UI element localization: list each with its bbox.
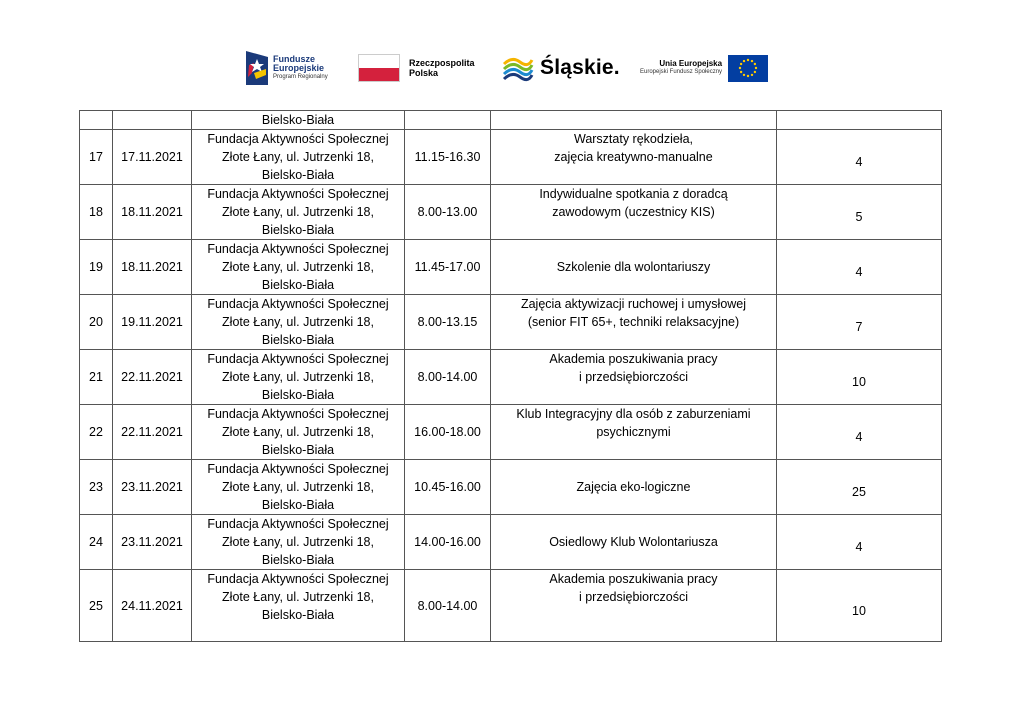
location-line1: Fundacja Aktywności Społecznej xyxy=(207,187,389,201)
location-line2: Złote Łany, ul. Jutrzenki 18, xyxy=(222,150,374,164)
location-line2: Złote Łany, ul. Jutrzenki 18, xyxy=(222,590,374,604)
table-row xyxy=(80,350,942,405)
row-number: 25 xyxy=(80,570,113,642)
continued-location: Bielsko-Biała xyxy=(192,111,405,130)
eu-flag-icon xyxy=(728,55,768,82)
row-count xyxy=(777,515,942,570)
fe-star-icon xyxy=(246,51,268,85)
row-number: 19 xyxy=(80,240,113,295)
location-line2: Złote Łany, ul. Jutrzenki 18, xyxy=(222,205,374,219)
slaskie-waves-icon xyxy=(502,54,534,82)
table-row xyxy=(80,460,942,515)
location-line2: Złote Łany, ul. Jutrzenki 18, xyxy=(222,480,374,494)
activity-line2: i przedsiębiorczości xyxy=(578,590,689,604)
row-activity xyxy=(491,350,777,405)
polish-flag-icon xyxy=(358,54,400,82)
location-line1: Fundacja Aktywności Społecznej xyxy=(207,572,389,586)
activity-line1: Zajęcia aktywizacji ruchowej i umysłowej xyxy=(520,297,747,311)
participant-count: 4 xyxy=(855,430,863,444)
row-activity xyxy=(491,405,777,460)
participant-count: 25 xyxy=(852,485,866,499)
table-row xyxy=(80,185,942,240)
row-location xyxy=(192,130,405,185)
row-date: 23.11.2021 xyxy=(113,515,192,570)
row-number: 20 xyxy=(80,295,113,350)
row-count xyxy=(777,570,942,642)
participant-count: 10 xyxy=(852,375,866,389)
row-time: 11.15-16.30 xyxy=(405,130,491,185)
location-line1: Fundacja Aktywności Społecznej xyxy=(207,517,389,531)
schedule-table xyxy=(79,110,942,642)
row-date: 22.11.2021 xyxy=(113,350,192,405)
row-location xyxy=(192,185,405,240)
participant-count: 4 xyxy=(855,265,863,279)
participant-count: 7 xyxy=(855,320,863,334)
row-date: 18.11.2021 xyxy=(113,240,192,295)
location-line2: Złote Łany, ul. Jutrzenki 18, xyxy=(222,315,374,329)
location-line1: Fundacja Aktywności Społecznej xyxy=(207,352,389,366)
rp-line1: Rzeczpospolita xyxy=(409,58,475,68)
row-time: 11.45-17.00 xyxy=(405,240,491,295)
row-time: 14.00-16.00 xyxy=(405,515,491,570)
row-location xyxy=(192,405,405,460)
location-line2: Złote Łany, ul. Jutrzenki 18, xyxy=(222,260,374,274)
row-count xyxy=(777,460,942,515)
activity-line1: Warsztaty rękodzieła, xyxy=(573,132,694,146)
row-time: 8.00-13.00 xyxy=(405,185,491,240)
fundusze-europejskie-logo xyxy=(246,48,328,88)
activity-line2: zajęcia kreatywno-manualne xyxy=(554,150,713,164)
activity-line1: Akademia poszukiwania pracy xyxy=(549,572,718,586)
logo-bar xyxy=(0,48,1024,88)
row-number: 23 xyxy=(80,460,113,515)
activity-line1: Zajęcia eko-logiczne xyxy=(576,480,691,494)
participant-count: 4 xyxy=(855,155,863,169)
rzeczpospolita-polska-logo xyxy=(358,48,475,88)
activity-line1: Klub Integracyjny dla osób z zaburzeniami xyxy=(516,407,751,421)
row-number: 18 xyxy=(80,185,113,240)
location-line1: Fundacja Aktywności Społecznej xyxy=(207,462,389,476)
row-count xyxy=(777,185,942,240)
row-time: 8.00-14.00 xyxy=(405,350,491,405)
row-time: 8.00-13.15 xyxy=(405,295,491,350)
activity-line2: (senior FIT 65+, techniki relaksacyjne) xyxy=(527,315,740,329)
unia-europejska-logo xyxy=(640,48,768,88)
row-count xyxy=(777,240,942,295)
fe-line2: Europejskie xyxy=(273,62,325,73)
participant-count: 4 xyxy=(855,540,863,554)
location-line3: Bielsko-Biała xyxy=(261,223,335,237)
row-location xyxy=(192,460,405,515)
row-date: 24.11.2021 xyxy=(113,570,192,642)
row-location xyxy=(192,570,405,642)
activity-line2: i przedsiębiorczości xyxy=(578,370,689,384)
row-activity xyxy=(491,570,777,642)
location-line3: Bielsko-Biała xyxy=(261,553,335,567)
activity-line1: Osiedlowy Klub Wolontariusza xyxy=(549,535,718,549)
location-line3: Bielsko-Biała xyxy=(261,498,335,512)
table-row xyxy=(80,405,942,460)
row-time: 16.00-18.00 xyxy=(405,405,491,460)
location-line3: Bielsko-Biała xyxy=(261,608,335,622)
row-number: 21 xyxy=(80,350,113,405)
table-row xyxy=(80,295,942,350)
location-line2: Złote Łany, ul. Jutrzenki 18, xyxy=(222,425,374,439)
location-line2: Złote Łany, ul. Jutrzenki 18, xyxy=(222,370,374,384)
participant-count: 5 xyxy=(855,210,863,224)
table-row xyxy=(80,240,942,295)
ue-line1: Unia Europejska xyxy=(659,59,723,68)
row-location xyxy=(192,515,405,570)
activity-line1: Akademia poszukiwania pracy xyxy=(549,352,718,366)
row-location xyxy=(192,295,405,350)
activity-line2: psychicznymi xyxy=(596,425,671,439)
slaskie-logo xyxy=(502,48,620,88)
row-number: 24 xyxy=(80,515,113,570)
location-line1: Fundacja Aktywności Społecznej xyxy=(207,132,389,146)
location-line1: Fundacja Aktywności Społecznej xyxy=(207,407,389,421)
row-activity xyxy=(491,240,777,295)
location-line2: Złote Łany, ul. Jutrzenki 18, xyxy=(222,535,374,549)
rp-line2: Polska xyxy=(409,68,439,78)
location-line3: Bielsko-Biała xyxy=(261,333,335,347)
activity-line2: zawodowym (uczestnicy KIS) xyxy=(552,205,715,219)
fe-line1: Fundusze xyxy=(273,53,315,64)
row-time: 10.45-16.00 xyxy=(405,460,491,515)
row-count xyxy=(777,405,942,460)
fe-line3: Program Regionalny xyxy=(273,73,328,80)
slaskie-text: Śląskie. xyxy=(540,56,620,79)
location-line3: Bielsko-Biała xyxy=(261,388,335,402)
row-date: 17.11.2021 xyxy=(113,130,192,185)
table-row xyxy=(80,570,942,642)
row-activity xyxy=(491,130,777,185)
ue-line2: Europejski Fundusz Społeczny xyxy=(640,69,723,75)
location-line3: Bielsko-Biała xyxy=(261,168,335,182)
continued-row xyxy=(80,111,942,130)
location-line1: Fundacja Aktywności Społecznej xyxy=(207,297,389,311)
row-location xyxy=(192,240,405,295)
location-line3: Bielsko-Biała xyxy=(261,443,335,457)
row-count xyxy=(777,350,942,405)
activity-line1: Indywidualne spotkania z doradcą xyxy=(539,187,728,201)
table-row xyxy=(80,130,942,185)
row-activity xyxy=(491,295,777,350)
row-activity xyxy=(491,185,777,240)
row-activity xyxy=(491,515,777,570)
row-location xyxy=(192,350,405,405)
location-line1: Fundacja Aktywności Społecznej xyxy=(207,242,389,256)
row-date: 23.11.2021 xyxy=(113,460,192,515)
row-time: 8.00-14.00 xyxy=(405,570,491,642)
activity-line1: Szkolenie dla wolontariuszy xyxy=(556,260,711,274)
table-row xyxy=(80,515,942,570)
row-date: 18.11.2021 xyxy=(113,185,192,240)
row-date: 22.11.2021 xyxy=(113,405,192,460)
row-number: 17 xyxy=(80,130,113,185)
row-count xyxy=(777,130,942,185)
row-date: 19.11.2021 xyxy=(113,295,192,350)
location-line3: Bielsko-Biała xyxy=(261,278,335,292)
row-activity xyxy=(491,460,777,515)
participant-count: 10 xyxy=(852,603,866,618)
row-count xyxy=(777,295,942,350)
row-number: 22 xyxy=(80,405,113,460)
